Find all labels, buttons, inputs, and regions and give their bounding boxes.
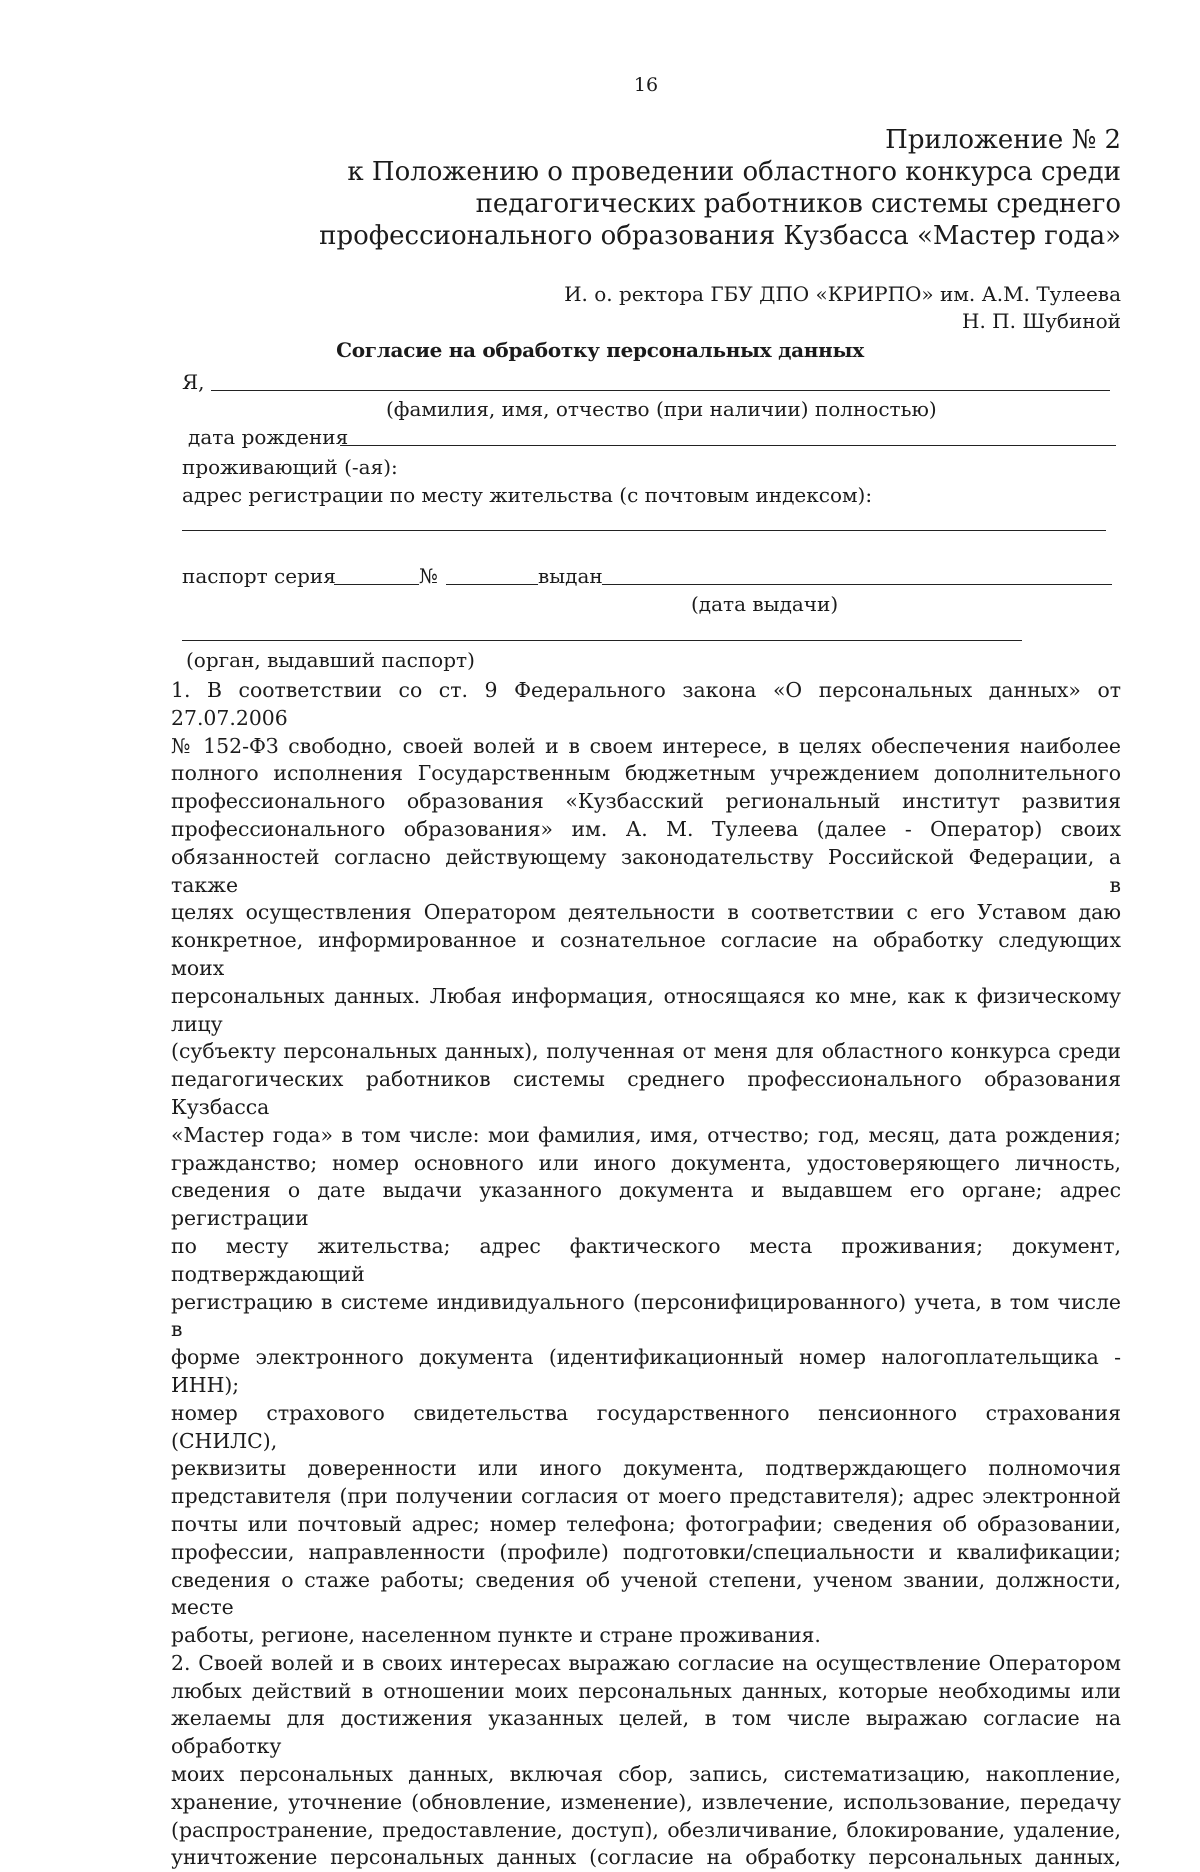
body-line: номер страхового свидетельства государственного пенсионного страхования (СНИЛС), — [171, 1400, 1121, 1453]
body-line: реквизиты доверенности или иного документа, подтверждающего полномочия — [171, 1456, 1121, 1481]
body-line: форме электронного документа (идентификационный номер налогоплательщика - ИНН); — [171, 1345, 1121, 1397]
body-line: (распространение, предоставление, доступ), обезличивание, блокирование, удаление, — [171, 1817, 1121, 1842]
paragraph-1 — [171, 677, 1121, 1650]
body-line: обязанностей согласно действующему законодательству Российской Федерации, а также в — [171, 844, 1121, 897]
passport-series-field-line[interactable] — [334, 584, 419, 585]
body-line: «Мастер года» в том числе: мои фамилия, имя, отчество; год, месяц, дата рождения; — [171, 1122, 1121, 1147]
appendix-line: педагогических работников системы среднего — [475, 189, 1121, 219]
issuer-field-line[interactable] — [182, 640, 1022, 641]
consent-body — [171, 677, 1121, 1872]
body-line: № 152-ФЗ свободно, своей волей и в своем интересе, в целях обеспечения наиболее — [171, 733, 1121, 758]
body-line: педагогических работников системы среднего профессионального образования Кузбасса — [171, 1067, 1121, 1119]
appendix-heading — [319, 124, 1121, 252]
body-line: уничтожение персональных данных (согласие на обработку персональных данных, — [171, 1845, 1121, 1870]
body-line: полного исполнения Государственным бюджетным учреждением дополнительного — [171, 761, 1121, 786]
issuer-caption: (орган, выдавший паспорт) — [186, 648, 475, 672]
body-line: профессии, направленности (профиле) подготовки/специальности и квалификации; — [171, 1539, 1121, 1564]
body-line: представителя (при получении согласия от моего представителя); адрес электронной — [171, 1484, 1121, 1509]
body-line: работы, регионе, населенном пункте и стране проживания. — [171, 1623, 821, 1648]
body-line: 2. Своей волей и в своих интересах выражаю согласие на осуществление Оператором — [171, 1650, 1121, 1675]
body-line: профессионального образования «Кузбасский региональный институт развития — [171, 789, 1121, 814]
body-line: конкретное, информированное и сознательное согласие на обработку следующих моих — [171, 928, 1121, 980]
body-line: гражданство; номер основного или иного документа, удостоверяющего личность, — [171, 1150, 1121, 1175]
appendix-line: Приложение № 2 — [885, 125, 1121, 155]
fio-caption: (фамилия, имя, отчество (при наличии) полностью) — [386, 397, 937, 421]
address-field-line[interactable] — [182, 530, 1106, 531]
addressee-line: Н. П. Шубиной — [962, 309, 1121, 333]
body-line: 1. В соответствии со ст. 9 Федерального закона «О персональных данных» от 27.07.2006 — [171, 678, 1121, 730]
body-line: почты или почтовый адрес; номер телефона; фотографии; сведения об образовании, — [171, 1511, 1121, 1536]
body-line: любых действий в отношении моих персональных данных, которые необходимы или — [171, 1678, 1121, 1703]
passport-number-field-line[interactable] — [446, 584, 538, 585]
body-line: по месту жительства; адрес фактического места проживания; документ, подтверждающий — [171, 1233, 1121, 1286]
appendix-line: профессионального образования Кузбасса «Мастер года» — [319, 221, 1121, 251]
consent-title: Согласие на обработку персональных данных — [336, 338, 864, 362]
passport-series-label: паспорт серия — [182, 564, 336, 588]
body-line: сведения о стаже работы; сведения об ученой степени, ученом звании, должности, месте — [171, 1567, 1121, 1620]
issued-label: выдан — [538, 564, 603, 588]
body-line: персональных данных. Любая информация, относящаяся ко мне, как к физическому лицу — [171, 983, 1121, 1036]
passport-number-label: № — [419, 564, 438, 588]
body-line: желаемы для достижения указанных целей, в том числе выражаю согласие на обработку — [171, 1706, 1121, 1759]
residing-label: проживающий (-ая): — [182, 455, 398, 479]
birth-label: дата рождения — [188, 425, 349, 449]
birth-date-field-line[interactable] — [340, 445, 1116, 446]
appendix-line: к Положению о проведении областного конкурса среди — [347, 157, 1121, 187]
body-line: хранение, уточнение (обновление, изменение), извлечение, использование, передачу — [171, 1789, 1121, 1814]
addressee-block — [564, 281, 1121, 335]
body-line: профессионального образования» им. А. М. Тулеева (далее - Оператор) своих — [171, 816, 1121, 841]
address-label: адрес регистрации по месту жительства (с почтовым индексом): — [182, 483, 873, 507]
body-line: моих персональных данных, включая сбор, запись, систематизацию, накопление, — [171, 1762, 1121, 1787]
fio-field-line[interactable] — [211, 390, 1110, 391]
issue-date-caption: (дата выдачи) — [691, 592, 839, 616]
body-line: (субъекту персональных данных), полученная от меня для областного конкурса среди — [171, 1039, 1121, 1064]
page-number: 16 — [633, 74, 659, 96]
addressee-line: И. о. ректора ГБУ ДПО «КРИРПО» им. А.М. Тулеева — [564, 282, 1121, 306]
body-line: целях осуществления Оператором деятельности в соответствии с его Уставом даю — [171, 900, 1121, 925]
body-line: регистрацию в системе индивидуального (персонифицированного) учета, в том числе в — [171, 1289, 1121, 1342]
paragraph-2 — [171, 1650, 1121, 1872]
body-line: сведения о дате выдачи указанного документа и выдавшем его органе; адрес регистрации — [171, 1178, 1121, 1231]
issued-field-line[interactable] — [602, 584, 1112, 585]
i-label: Я, — [182, 370, 205, 394]
